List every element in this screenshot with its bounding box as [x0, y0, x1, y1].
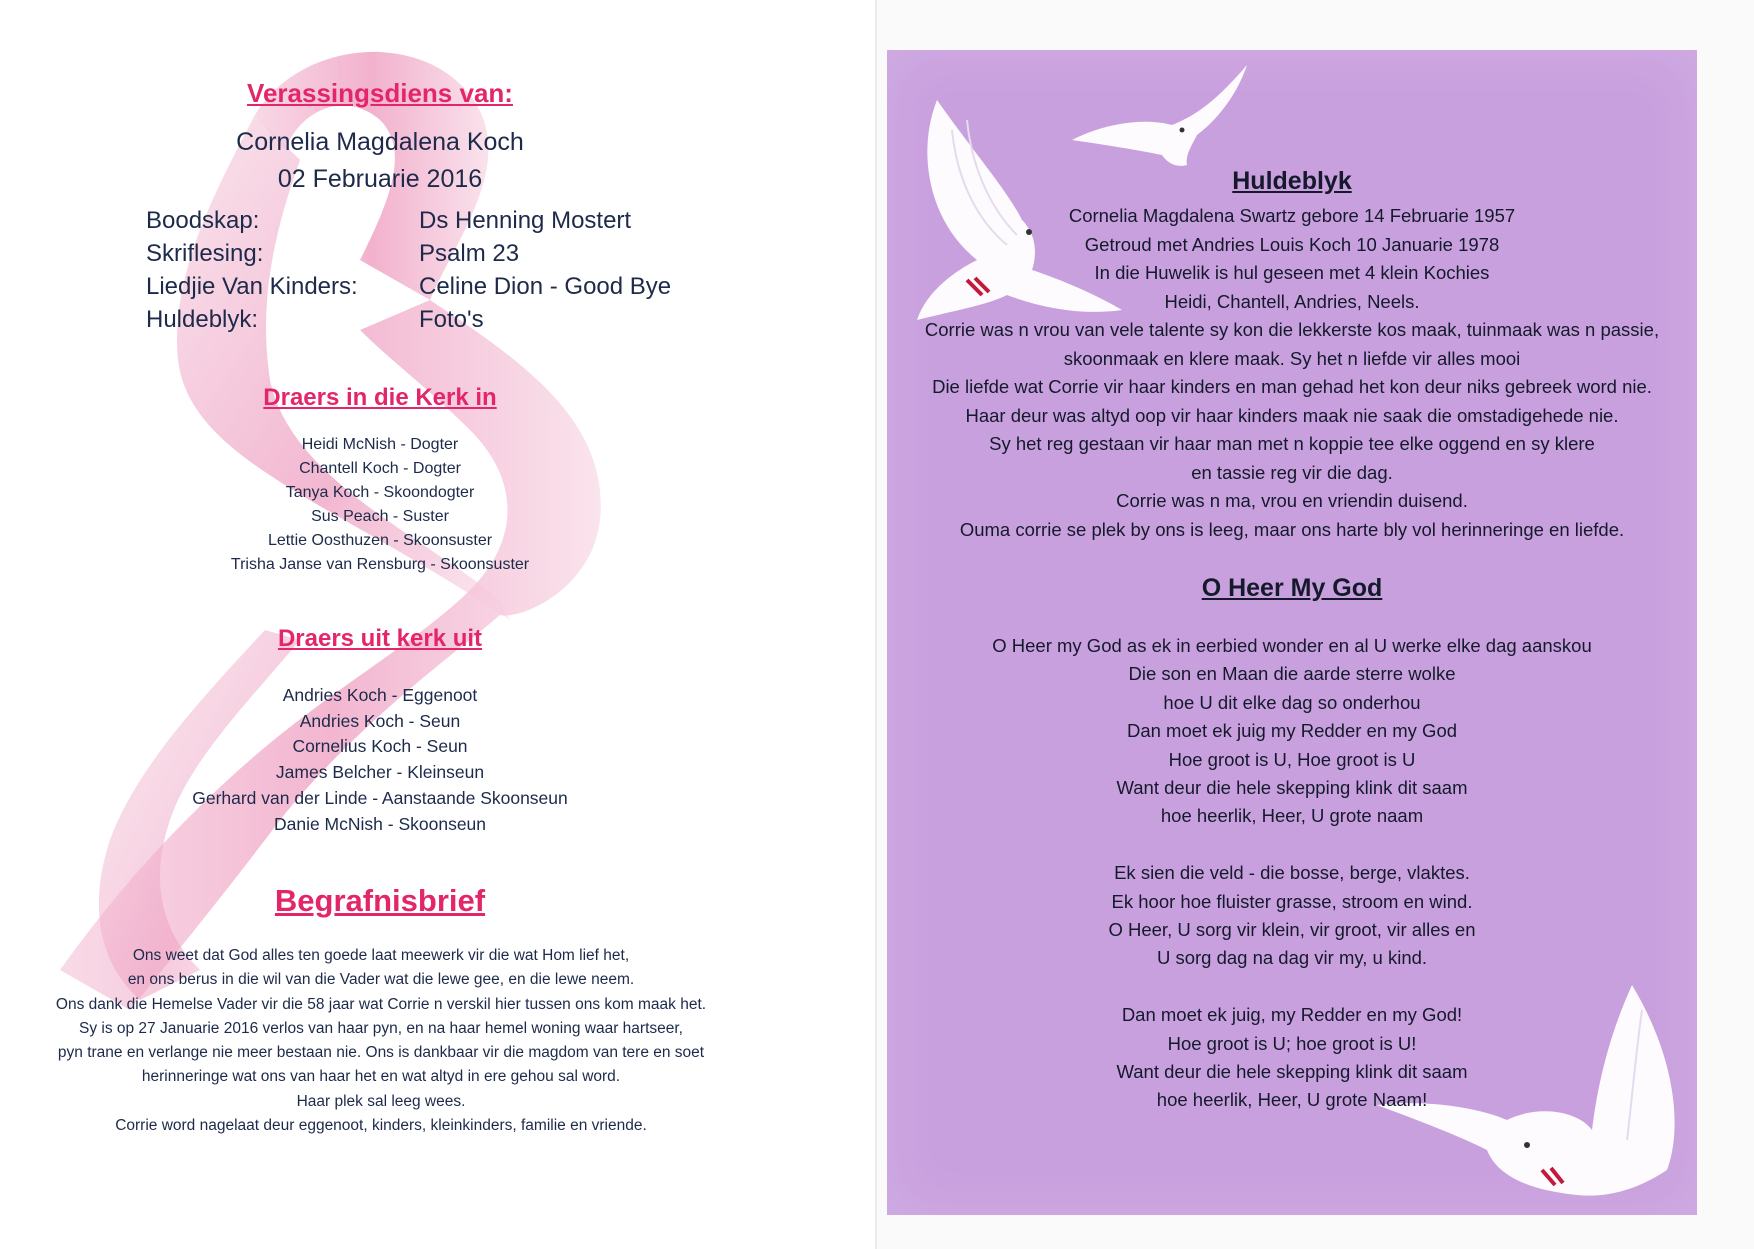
tribute-line: In die Huwelik is hul geseen met 4 klein Kochies [1094, 262, 1490, 283]
letter-line: herinneringe wat ons van haar het en wat altyd in ere gehou sal word. [141, 1068, 621, 1086]
tribute-text [887, 202, 1697, 544]
hymn-line: Die son en Maan die aarde sterre wolke [1128, 663, 1456, 685]
bearer-item: Sus Peach - Suster [311, 508, 449, 525]
tribute-line: en tassie reg vir die dag. [1191, 461, 1393, 483]
service-program [146, 207, 686, 339]
program-value: Ds Henning Mostert [419, 207, 632, 234]
program-row [146, 207, 686, 240]
hymn-line: hoe heerlik, Heer, U grote naam [1160, 805, 1424, 827]
tribute-line: Heidi, Chantell, Andries, Neels. [1164, 290, 1420, 312]
tribute-line: Getroud met Andries Louis Koch 10 Januarie 1978 [1084, 233, 1500, 255]
tribute-line: skoonmaak en klere maak. Sy het n liefde vir alles mooi [1063, 347, 1521, 369]
funeral-letter-heading: Begrafnisbrief [274, 883, 486, 918]
hymn-line: Ek hoor hoe fluister grasse, stroom en wind. [1111, 890, 1473, 912]
hymn-line: Ek sien die veld - die bosse, berge, vlaktes. [1114, 862, 1470, 884]
bearer-item: Chantell Koch - Dogter [299, 460, 461, 477]
deceased-name: Cornelia Magdalena Koch [236, 128, 524, 156]
hymn-line: Want deur die hele skepping klink dit saam [1116, 777, 1468, 799]
program-row [146, 306, 686, 339]
bearer-item: Gerhard van der Linde - Aanstaande Skoonseun [192, 787, 568, 808]
bearer-item: Cornelius Koch - Seun [292, 736, 468, 757]
hymn-line: O Heer my God as ek in eerbied wonder en al U werke elke dag aanskou [992, 635, 1592, 656]
bearer-item: Lettie Oosthuzen - Skoonsuster [267, 532, 493, 549]
program-row [146, 240, 686, 273]
letter-line: Haar plek sal leeg wees. [296, 1092, 466, 1110]
bearer-item: Andries Koch - Seun [299, 710, 461, 731]
purple-panel [887, 50, 1697, 1215]
program-row [146, 273, 686, 306]
bearers-out-list [60, 683, 700, 837]
hymn-line: Want deur die hele skepping klink dit saam [1116, 1061, 1468, 1083]
letter-line: pyn trane en verlange nie meer bestaan nie. Ons is dankbaar vir die magdom van tere en soet [57, 1044, 705, 1062]
bearers-in-heading: Draers in die Kerk in [263, 384, 497, 411]
hymn-stanza [887, 859, 1697, 973]
tribute-line: Sy het reg gestaan vir haar man met n koppie tee elke oggend en sy klere [989, 433, 1595, 454]
program-value: Foto's [419, 306, 484, 333]
bearer-item: Danie McNish - Skoonseun [273, 813, 487, 834]
hymn-line: hoe heerlik, Heer, U grote Naam! [1156, 1089, 1428, 1111]
letter-line: Ons dank die Hemelse Vader vir die 58 jaar wat Corrie n verskil hier tussen ons kom maak het. [55, 995, 707, 1013]
bearer-item: Heidi McNish - Dogter [301, 436, 459, 453]
bearer-item: Trisha Janse van Rensburg - Skoonsuster [230, 556, 530, 573]
hymn-stanza [887, 632, 1697, 831]
bearer-item: Tanya Koch - Skoondogter [285, 484, 475, 501]
hymn-line: Dan moet ek juig, my Redder en my God! [1121, 1004, 1463, 1026]
dove-icon [1067, 60, 1257, 170]
funeral-letter [20, 944, 742, 1138]
program-value: Celine Dion - Good Bye [419, 273, 672, 300]
hymn-heading: O Heer My God [1201, 574, 1383, 602]
hymn-line: O Heer, U sorg vir klein, vir groot, vir alles en [1108, 919, 1476, 941]
letter-line: Ons weet dat God alles ten goede laat meewerk vir die wat Hom lief het, [132, 947, 630, 964]
letter-line: Sy is op 27 Januarie 2016 verlos van haar pyn, en na haar hemel woning waar hartseer, [78, 1019, 683, 1037]
right-page [877, 0, 1754, 1249]
hymn-line: Hoe groot is U, Hoe groot is U [1168, 748, 1416, 770]
tribute-heading: Huldeblyk [1232, 167, 1352, 195]
bearers-out-heading: Draers uit kerk uit [277, 625, 483, 652]
letter-line: Corrie word nagelaat deur eggenoot, kinders, kleinkinders, familie en vriende. [115, 1117, 647, 1135]
service-date: 02 Februarie 2016 [277, 165, 483, 193]
letter-line: en ons berus in die wil van die Vader wat die lewe gee, en die lewe neem. [127, 971, 635, 989]
program-value: Psalm 23 [419, 240, 520, 267]
hymn-stanza [887, 1001, 1697, 1115]
program-label: Liedjie Van Kinders: [146, 273, 358, 300]
service-heading: Verassingsdiens van: [247, 78, 513, 108]
hymn-line: U sorg dag na dag vir my, u kind. [1156, 947, 1428, 969]
program-label: Skriflesing: [146, 240, 264, 267]
hymn-line: hoe U dit elke dag so onderhou [1163, 691, 1421, 713]
bearers-in-list [60, 433, 700, 577]
tribute-line: Ouma corrie se plek by ons is leeg, maar ons harte bly vol herinneringe en liefde. [959, 518, 1625, 540]
left-page [0, 0, 875, 1249]
tribute-line: Haar deur was altyd oop vir haar kinders maak nie saak die omstadigehede nie. [965, 404, 1619, 426]
bearer-item: Andries Koch - Eggenoot [282, 685, 478, 705]
hymn-line: Dan moet ek juig my Redder en my God [1126, 720, 1458, 742]
hymn-line: Hoe groot is U; hoe groot is U! [1167, 1032, 1417, 1054]
tribute-line: Corrie was n vrou van vele talente sy kon die lekkerste kos maak, tuinmaak was n passie, [924, 319, 1660, 340]
tribute-line: Cornelia Magdalena Swartz gebore 14 Februarie 1957 [1068, 205, 1516, 226]
tribute-line: Corrie was n ma, vrou en vriendin duisend. [1116, 490, 1468, 511]
tribute-line: Die liefde wat Corrie vir haar kinders en man gehad het kon deur niks gebreek word nie. [932, 376, 1652, 397]
program-label: Boodskap: [146, 207, 260, 234]
program-label: Huldeblyk: [146, 306, 259, 333]
bearer-item: James Belcher - Kleinseun [275, 762, 485, 783]
hymn-text [887, 632, 1697, 1143]
